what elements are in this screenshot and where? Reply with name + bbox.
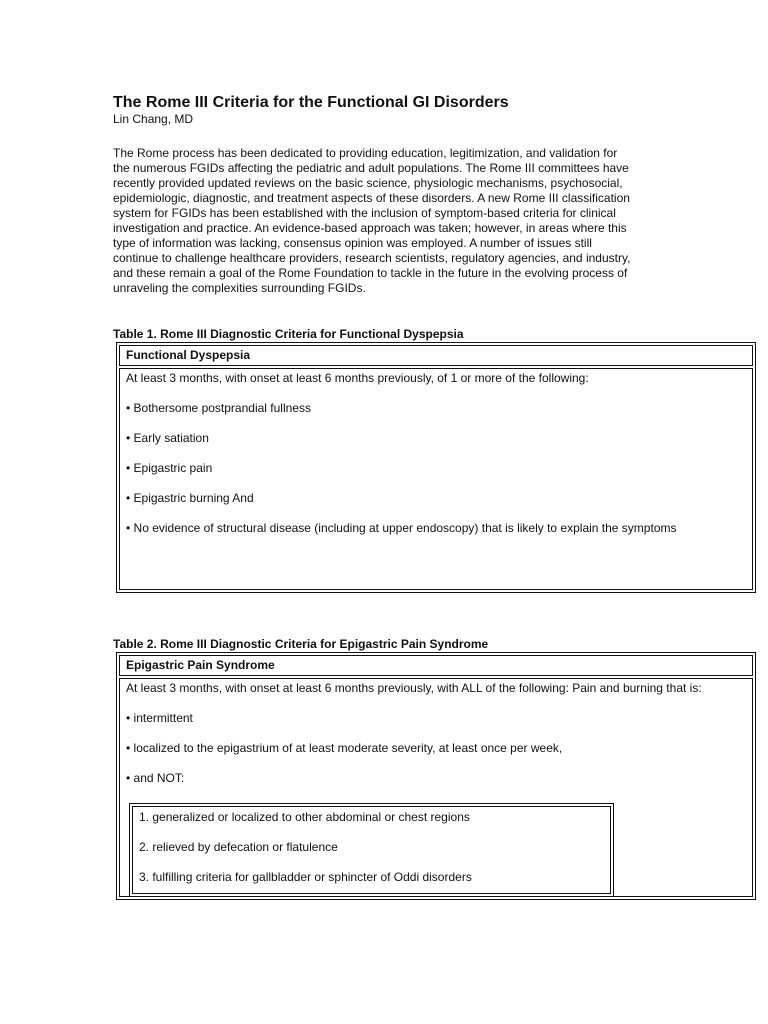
intro-line: continue to challenge healthcare providers, research scientists, regulatory agencies, and industry, xyxy=(113,251,631,265)
intro-line: epidemiologic, diagnostic, and treatment aspects of these disorders. A new Rome III classification xyxy=(113,191,630,205)
table1-row: • Early satiation xyxy=(126,431,209,445)
table1-row: • Epigastric pain xyxy=(126,461,213,475)
intro-line: recently provided updated reviews on the basic science, physiologic mechanisms, psychosocial, xyxy=(113,176,623,190)
intro-line: The Rome process has been dedicated to providing education, legitimization, and validation for xyxy=(113,146,618,160)
intro-paragraph xyxy=(113,146,658,296)
intro-line: investigation and practice. An evidence-based approach was taken; however, in areas where this xyxy=(113,221,627,235)
table1-row: • No evidence of structural disease (including at upper endoscopy) that is likely to explain the symptoms xyxy=(126,521,677,535)
table2-row: • and NOT: xyxy=(126,771,185,785)
exclusion-item: 2. relieved by defecation or flatulence xyxy=(139,840,338,854)
intro-line: unraveling the complexities surrounding FGIDs. xyxy=(113,281,366,295)
intro-line: the numerous FGIDs affecting the pediatric and adult populations. The Rome III committees have xyxy=(113,161,629,175)
document-title: The Rome III Criteria for the Functional GI Disorders xyxy=(113,94,509,111)
table2-caption: Table 2. Rome III Diagnostic Criteria for Epigastric Pain Syndrome xyxy=(113,637,489,651)
exclusion-item: 3. fulfilling criteria for gallbladder or sphincter of Oddi disorders xyxy=(139,870,472,884)
table2-row: • intermittent xyxy=(126,711,193,725)
table2-header: Epigastric Pain Syndrome xyxy=(119,655,753,676)
table1-row: At least 3 months, with onset at least 6 months previously, of 1 or more of the following: xyxy=(126,371,589,385)
intro-line: and these remain a goal of the Rome Foundation to tackle in the future in the evolving process of xyxy=(113,266,628,280)
table2-exclusion-cell xyxy=(132,806,611,894)
table1-caption: Table 1. Rome III Diagnostic Criteria for Functional Dyspepsia xyxy=(113,327,464,341)
table1-body xyxy=(119,368,753,590)
table2-exclusion-list xyxy=(129,803,614,897)
table1-row: • Bothersome postprandial fullness xyxy=(126,401,311,415)
table1-header: Functional Dyspepsia xyxy=(119,345,753,366)
intro-line: system for FGIDs has been established with the inclusion of symptom-based criteria for clinical xyxy=(113,206,616,220)
table2-row: At least 3 months, with onset at least 6 months previously, with ALL of the following: Pain and burning that is: xyxy=(126,681,702,695)
table2 xyxy=(116,652,756,900)
exclusion-item: 1. generalized or localized to other abdominal or chest regions xyxy=(139,810,470,824)
document-author: Lin Chang, MD xyxy=(113,112,194,126)
table1 xyxy=(116,342,756,593)
table1-row: • Epigastric burning And xyxy=(126,491,254,505)
intro-line: type of information was lacking, consensus opinion was employed. A number of issues still xyxy=(113,236,592,250)
table2-row: • localized to the epigastrium of at least moderate severity, at least once per week, xyxy=(126,741,563,755)
table2-body xyxy=(119,678,753,897)
